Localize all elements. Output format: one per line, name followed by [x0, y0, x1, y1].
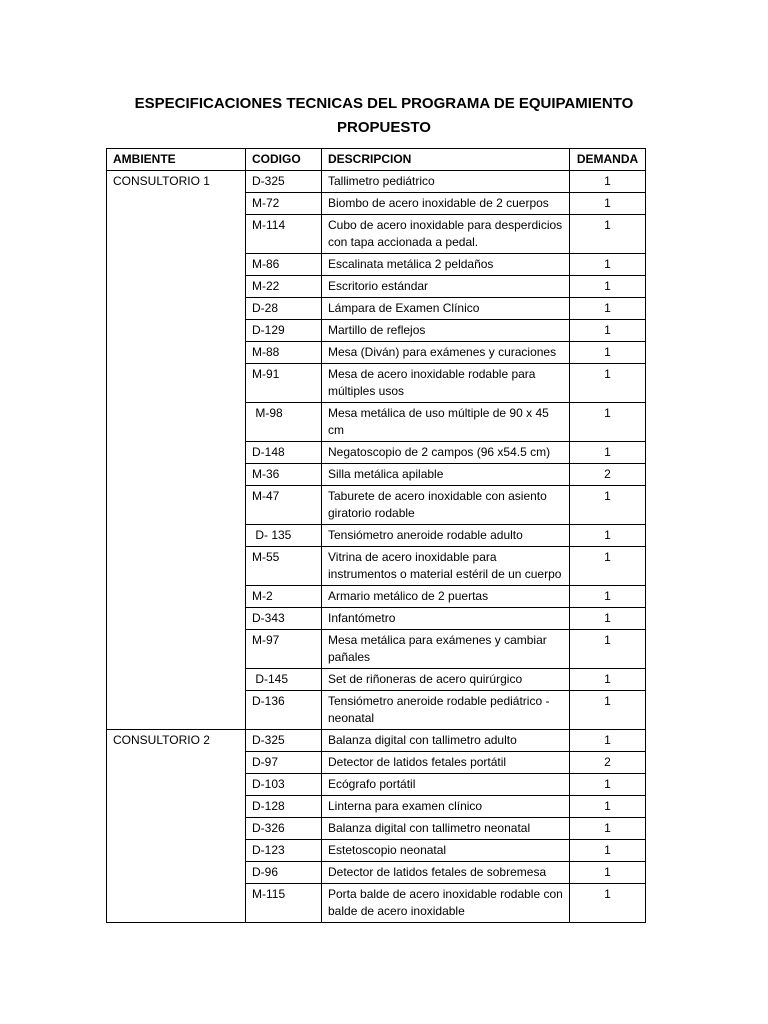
- cell-codigo: M-22: [246, 276, 322, 298]
- cell-codigo: M-72: [246, 193, 322, 215]
- cell-codigo: D-148: [246, 442, 322, 464]
- cell-demanda: 1: [570, 254, 646, 276]
- cell-demanda: 2: [570, 464, 646, 486]
- header-codigo: CODIGO: [246, 149, 322, 171]
- cell-codigo: D-123: [246, 840, 322, 862]
- cell-descripcion: Vitrina de acero inoxidable para instrumentos o material estéril de un cuerpo: [322, 547, 570, 586]
- cell-descripcion: Martillo de reflejos: [322, 320, 570, 342]
- cell-codigo: M-91: [246, 364, 322, 403]
- cell-codigo: D-136: [246, 691, 322, 730]
- cell-descripcion: Cubo de acero inoxidable para desperdicios con tapa accionada a pedal.: [322, 215, 570, 254]
- cell-codigo: M-55: [246, 547, 322, 586]
- cell-codigo: D-325: [246, 171, 322, 193]
- cell-demanda: 1: [570, 486, 646, 525]
- cell-demanda: 1: [570, 342, 646, 364]
- cell-codigo: D-28: [246, 298, 322, 320]
- cell-demanda: 1: [570, 193, 646, 215]
- cell-codigo: D-96: [246, 862, 322, 884]
- cell-descripcion: Ecógrafo portátil: [322, 774, 570, 796]
- cell-demanda: 1: [570, 884, 646, 923]
- cell-descripcion: Porta balde de acero inoxidable rodable con balde de acero inoxidable: [322, 884, 570, 923]
- table-body: [107, 171, 646, 923]
- cell-demanda: 1: [570, 364, 646, 403]
- cell-descripcion: Biombo de acero inoxidable de 2 cuerpos: [322, 193, 570, 215]
- cell-demanda: 1: [570, 403, 646, 442]
- cell-demanda: 1: [570, 774, 646, 796]
- cell-codigo: D-103: [246, 774, 322, 796]
- cell-demanda: 1: [570, 586, 646, 608]
- cell-descripcion: Mesa metálica de uso múltiple de 90 x 45 cm: [322, 403, 570, 442]
- cell-codigo: M-86: [246, 254, 322, 276]
- cell-codigo: M-47: [246, 486, 322, 525]
- cell-descripcion: Escalinata metálica 2 peldaños: [322, 254, 570, 276]
- cell-descripcion: Mesa de acero inoxidable rodable para múltiples usos: [322, 364, 570, 403]
- header-ambiente: AMBIENTE: [107, 149, 246, 171]
- cell-demanda: 1: [570, 818, 646, 840]
- cell-descripcion: Lámpara de Examen Clínico: [322, 298, 570, 320]
- cell-codigo: D-129: [246, 320, 322, 342]
- cell-demanda: 1: [570, 276, 646, 298]
- cell-descripcion: Tallimetro pediátrico: [322, 171, 570, 193]
- cell-codigo: D-325: [246, 730, 322, 752]
- cell-descripcion: Balanza digital con tallimetro neonatal: [322, 818, 570, 840]
- cell-codigo: D-326: [246, 818, 322, 840]
- cell-ambiente: CONSULTORIO 2: [107, 730, 246, 923]
- header-demanda: DEMANDA: [570, 149, 646, 171]
- cell-descripcion: Mesa metálica para exámenes y cambiar pañales: [322, 630, 570, 669]
- cell-descripcion: Linterna para examen clínico: [322, 796, 570, 818]
- cell-demanda: 1: [570, 630, 646, 669]
- header-descripcion: DESCRIPCION: [322, 149, 570, 171]
- cell-codigo: M-115: [246, 884, 322, 923]
- equipment-table: [106, 148, 646, 923]
- cell-demanda: 1: [570, 320, 646, 342]
- cell-codigo: M-2: [246, 586, 322, 608]
- cell-demanda: 1: [570, 215, 646, 254]
- cell-demanda: 1: [570, 691, 646, 730]
- cell-descripcion: Taburete de acero inoxidable con asiento giratorio rodable: [322, 486, 570, 525]
- cell-descripcion: Negatoscopio de 2 campos (96 x54.5 cm): [322, 442, 570, 464]
- cell-demanda: 1: [570, 442, 646, 464]
- document-title-line-1: ESPECIFICACIONES TECNICAS DEL PROGRAMA DE EQUIPAMIENTO: [134, 95, 634, 112]
- cell-descripcion: Silla metálica apilable: [322, 464, 570, 486]
- cell-demanda: 1: [570, 730, 646, 752]
- cell-descripcion: Balanza digital con tallimetro adulto: [322, 730, 570, 752]
- cell-demanda: 1: [570, 862, 646, 884]
- cell-demanda: 2: [570, 752, 646, 774]
- cell-demanda: 1: [570, 796, 646, 818]
- cell-descripcion: Set de riñoneras de acero quirúrgico: [322, 669, 570, 691]
- cell-codigo: M-97: [246, 630, 322, 669]
- table-header-row: [107, 149, 646, 171]
- cell-demanda: 1: [570, 608, 646, 630]
- table-row: [107, 730, 646, 752]
- cell-descripcion: Infantómetro: [322, 608, 570, 630]
- cell-demanda: 1: [570, 298, 646, 320]
- cell-codigo: M-98: [246, 403, 322, 442]
- cell-ambiente: CONSULTORIO 1: [107, 171, 246, 730]
- cell-codigo: D-97: [246, 752, 322, 774]
- cell-descripcion: Estetoscopio neonatal: [322, 840, 570, 862]
- cell-demanda: 1: [570, 171, 646, 193]
- cell-descripcion: Tensiómetro aneroide rodable adulto: [322, 525, 570, 547]
- cell-codigo: M-88: [246, 342, 322, 364]
- cell-descripcion: Escritorio estándar: [322, 276, 570, 298]
- cell-descripcion: Tensiómetro aneroide rodable pediátrico - neonatal: [322, 691, 570, 730]
- cell-codigo: D- 135: [246, 525, 322, 547]
- table-row: [107, 171, 646, 193]
- document-title-line-2: PROPUESTO: [337, 119, 431, 136]
- cell-codigo: M-36: [246, 464, 322, 486]
- cell-descripcion: Mesa (Diván) para exámenes y curaciones: [322, 342, 570, 364]
- cell-descripcion: Armario metálico de 2 puertas: [322, 586, 570, 608]
- cell-demanda: 1: [570, 669, 646, 691]
- cell-demanda: 1: [570, 547, 646, 586]
- cell-codigo: D-145: [246, 669, 322, 691]
- cell-descripcion: Detector de latidos fetales de sobremesa: [322, 862, 570, 884]
- cell-codigo: D-343: [246, 608, 322, 630]
- cell-demanda: 1: [570, 525, 646, 547]
- cell-demanda: 1: [570, 840, 646, 862]
- cell-descripcion: Detector de latidos fetales portátil: [322, 752, 570, 774]
- cell-codigo: D-128: [246, 796, 322, 818]
- cell-codigo: M-114: [246, 215, 322, 254]
